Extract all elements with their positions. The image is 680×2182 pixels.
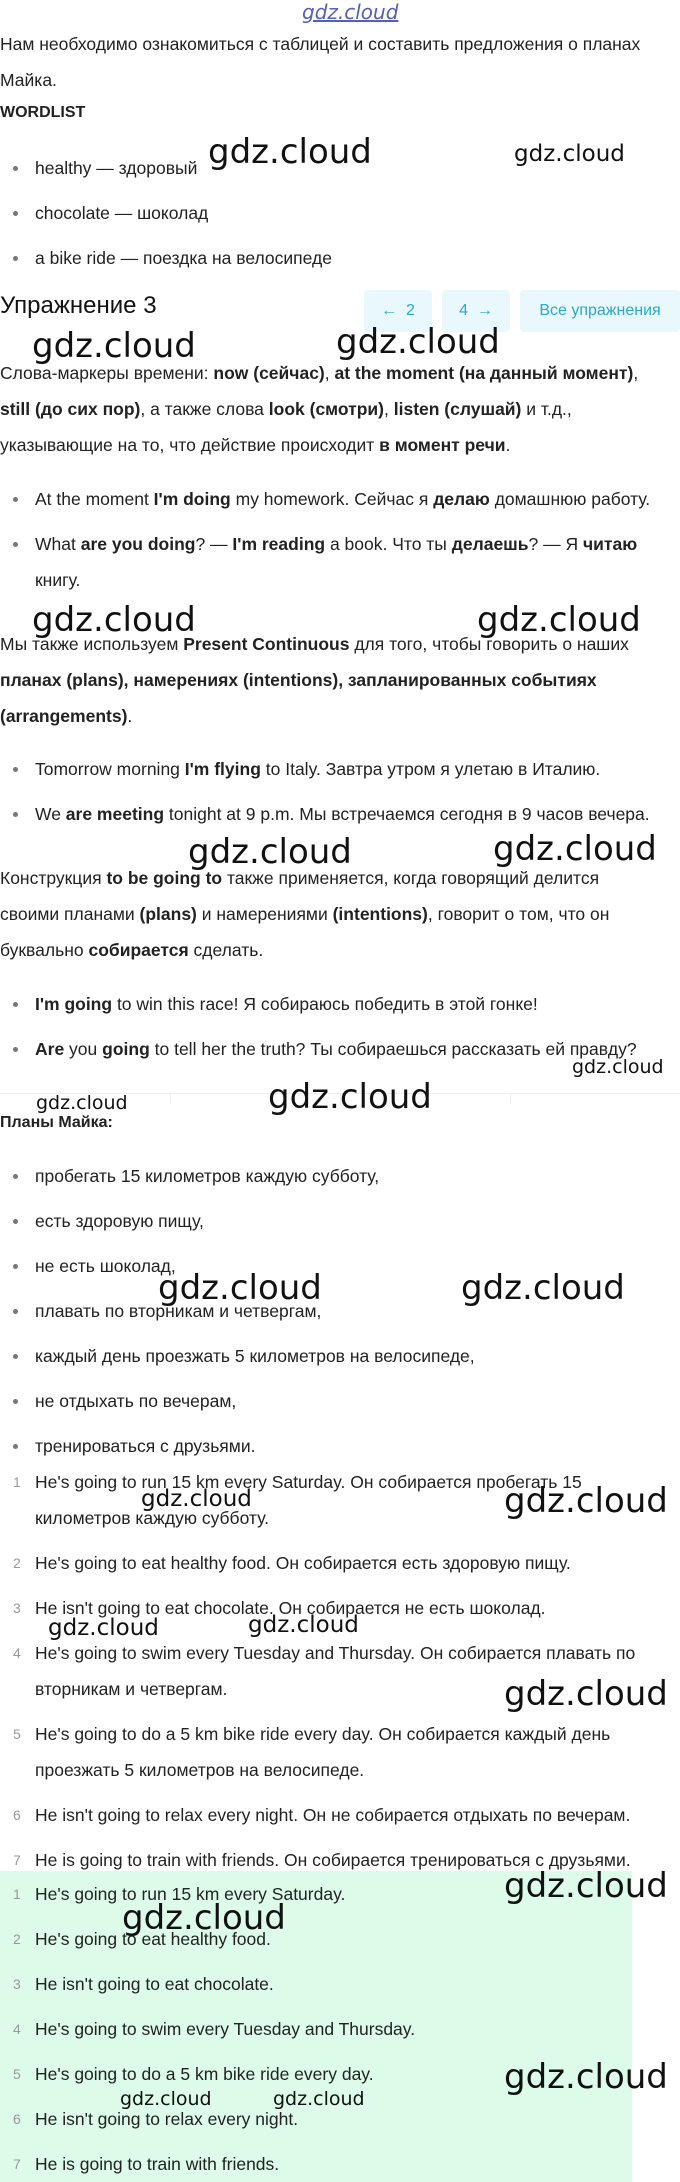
site-logo[interactable]: gdz.cloud (302, 0, 399, 24)
list-item: 6 He isn't going to relax every night. (13, 2109, 299, 2129)
text-line: Конструкция to be going to также применяется, когда говорящий делится (0, 868, 600, 888)
next-exercise-label: 4 (459, 302, 468, 319)
list-item: 3 He isn't going to eat chocolate. Он собирается не есть шоколад. (13, 1598, 546, 1618)
text-line: буквально собирается сделать. (0, 940, 264, 960)
list-item: Are you going to tell her the truth? Ты собираешься рассказать ей правду? (0, 1031, 680, 1076)
watermark: gdz.cloud (268, 1077, 432, 1117)
list-item: 4 He's going to swim every Tuesday and Thursday. (13, 2019, 416, 2039)
text-line: указывающие на то, что действие происходит в момент речи. (0, 435, 511, 455)
list-item: не отдыхать по вечерам, (0, 1383, 680, 1428)
all-exercises-button[interactable]: Все упражнения (520, 290, 680, 332)
plans-title: Планы Майка: (0, 1114, 113, 1131)
list-item: At the moment I'm doing my homework. Сейчас я делаю домашнюю работу. (0, 481, 680, 526)
theory-paragraph-2 (0, 626, 680, 734)
list-item: 2 He's going to eat healthy food. Он собирается есть здоровую пищу. (13, 1553, 571, 1573)
watermark: gdz.cloud (504, 1866, 668, 1906)
example-list-1 (0, 481, 680, 598)
exercise-title: Упражнение 3 (0, 292, 157, 319)
list-item: What are you doing? — I'm reading a book. Что ты делаешь? — Я читаю книгу. (0, 526, 680, 598)
watermark: gdz.cloud (504, 1481, 668, 1521)
watermark: gdz.cloud (32, 326, 196, 366)
theory-paragraph-1 (0, 355, 680, 463)
list-item: We are meeting tonight at 9 p.m. Мы встречаемся сегодня в 9 часов вечера. (0, 796, 680, 841)
list-item: не есть шоколад, (0, 1248, 680, 1293)
watermark: gdz.cloud (158, 1268, 322, 1308)
list-item: каждый день проезжать 5 километров на велосипеде, (0, 1338, 680, 1383)
translation-list (0, 1464, 680, 1882)
list-item: healthy — здоровый (0, 150, 680, 195)
list-item: a bike ride — поездка на велосипеде (0, 240, 680, 285)
watermark: gdz.cloud (120, 2088, 212, 2110)
watermark: gdz.cloud (248, 1612, 359, 1638)
wordlist (0, 150, 680, 285)
watermark: gdz.cloud (273, 2088, 365, 2110)
list-item: I'm going to win this race! Я собираюсь победить в этой гонке! (0, 986, 680, 1031)
answer-list (0, 1876, 632, 2182)
list-item: 1 He's going to run 15 km every Saturday. Он собирается пробегать 15 километров каждую субботу. (13, 1472, 582, 1528)
example-list-2 (0, 751, 680, 841)
intro-line: Майка. (0, 70, 57, 90)
text-line: (arrangements). (0, 706, 133, 726)
list-item: пробегать 15 километров каждую субботу, (0, 1158, 680, 1203)
list-item: 5 He's going to do a 5 km bike ride every day. (13, 2064, 374, 2084)
prev-exercise-label: 2 (405, 302, 415, 319)
table-divider (0, 1093, 680, 1103)
list-item: есть здоровую пищу, (0, 1203, 680, 1248)
list-item: Tomorrow morning I'm flying to Italy. Завтра утром я улетаю в Италию. (0, 751, 680, 796)
list-item: chocolate — шоколад (0, 195, 680, 240)
list-item: 7 He is going to train with friends. (13, 2154, 280, 2174)
watermark: gdz.cloud (336, 322, 500, 362)
watermark: gdz.cloud (208, 132, 372, 172)
intro-line: Нам необходимо ознакомиться с таблицей и составить предложения о планах (0, 34, 641, 54)
example-list-3 (0, 986, 680, 1076)
theory-paragraph-3 (0, 860, 680, 968)
list-item: тренироваться с друзьями. (0, 1428, 680, 1468)
text-line: Слова-маркеры времени: now (сейчас), at the moment (на данный момент), (0, 363, 639, 383)
intro-paragraph (0, 26, 680, 98)
watermark: gdz.cloud (36, 1092, 128, 1114)
watermark: gdz.cloud (122, 1898, 286, 1938)
arrow-right-icon: → (476, 302, 493, 319)
watermark: gdz.cloud (514, 141, 625, 167)
watermark: gdz.cloud (572, 1056, 664, 1078)
text-line: still (до сих пор), а также слова look (смотри), listen (слушай) и т.д., (0, 399, 572, 419)
list-item: плавать по вторникам и четвергам, (0, 1293, 680, 1338)
watermark: gdz.cloud (493, 829, 657, 869)
watermark: gdz.cloud (141, 1486, 252, 1512)
watermark: gdz.cloud (48, 1615, 159, 1641)
text-line: своими планами (plans) и намерениями (intentions), говорит о том, что он (0, 904, 610, 924)
next-exercise-button[interactable] (442, 290, 510, 332)
watermark: gdz.cloud (32, 600, 196, 640)
watermark: gdz.cloud (504, 2057, 668, 2097)
text-line: Мы также используем Present Continuous для того, чтобы говорить о наших (0, 634, 629, 654)
wordlist-title: WORDLIST (0, 104, 86, 121)
prev-exercise-button[interactable] (364, 290, 432, 332)
list-item: 7 He is going to train with friends. Он собирается тренироваться с друзьями. (13, 1850, 631, 1870)
text-line: планах (plans), намерениях (intentions), запланированных событиях (0, 670, 597, 690)
list-item: 1 He's going to run 15 km every Saturday. (13, 1884, 346, 1904)
arrow-left-icon: ← (381, 302, 398, 319)
list-item: 3 He isn't going to eat chocolate. (13, 1974, 274, 1994)
watermark: gdz.cloud (477, 600, 641, 640)
watermark: gdz.cloud (504, 1674, 668, 1714)
list-item: 5 He's going to do a 5 km bike ride every day. Он собирается каждый день проезжать 5 километров на велосипеде. (13, 1724, 611, 1780)
list-item: 4 He's going to swim every Tuesday and Thursday. Он собирается плавать по вторникам и четвергам. (13, 1643, 636, 1699)
list-item: 6 He isn't going to relax every night. Он не собирается отдыхать по вечерам. (13, 1805, 631, 1825)
plans-list (0, 1158, 680, 1468)
watermark: gdz.cloud (188, 832, 352, 872)
watermark: gdz.cloud (461, 1268, 625, 1308)
list-item: 2 He's going to eat healthy food. (13, 1929, 271, 1949)
